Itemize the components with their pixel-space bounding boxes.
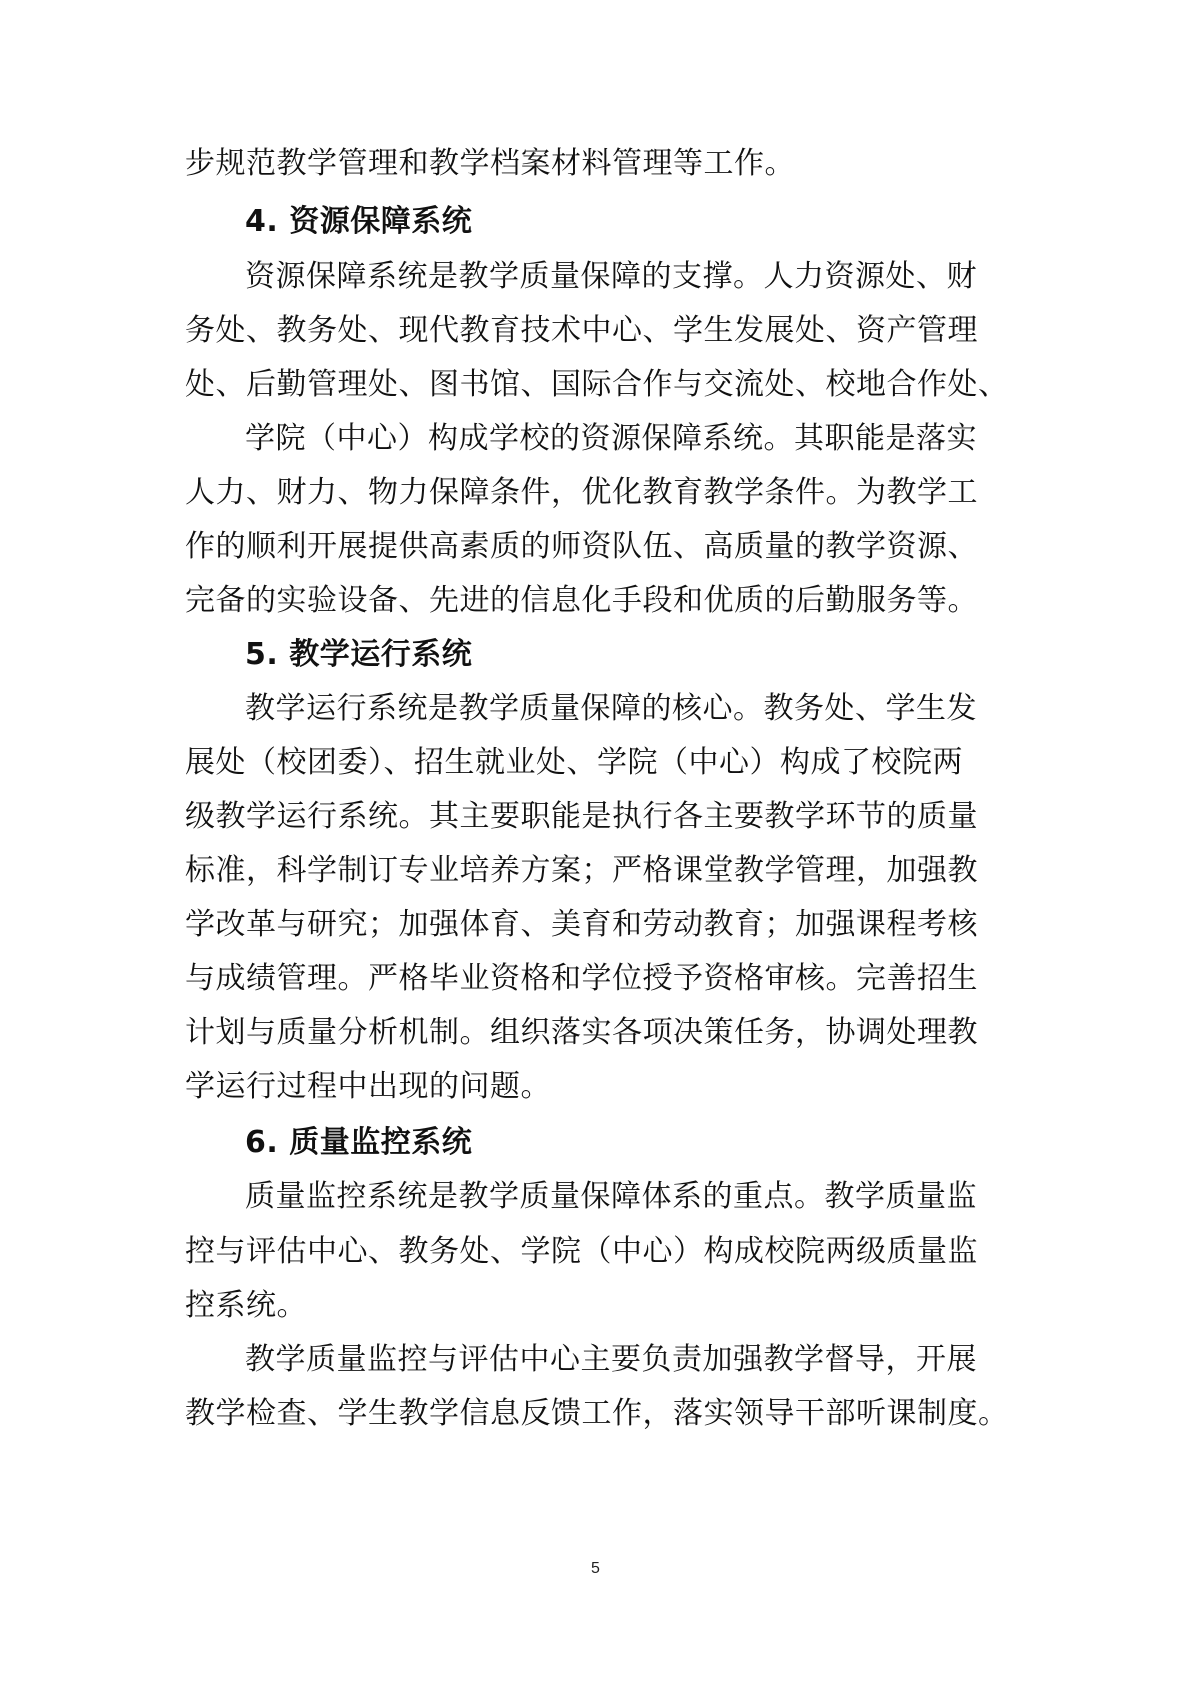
paragraph-line: 教学检查、学生教学信息反馈工作，落实领导干部听课制度。 <box>185 1396 1009 1431</box>
section-heading-teaching-operation-system: 5. 教学运行系统 <box>245 637 473 672</box>
page-number: 5 <box>591 1560 600 1577</box>
paragraph-line: 级教学运行系统。其主要职能是执行各主要教学环节的质量 <box>185 799 978 834</box>
paragraph-line: 教学质量监控与评估中心主要负责加强教学督导，开展 <box>245 1342 977 1377</box>
section-heading-quality-monitoring-system: 6. 质量监控系统 <box>245 1125 473 1160</box>
paragraph-line: 学院（中心）构成学校的资源保障系统。其职能是落实 <box>245 421 977 456</box>
paragraph-line: 与成绩管理。严格毕业资格和学位授予资格审核。完善招生 <box>185 961 978 996</box>
paragraph-line: 作的顺利开展提供高素质的师资队伍、高质量的教学资源、 <box>185 529 978 564</box>
paragraph-line: 教学运行系统是教学质量保障的核心。教务处、学生发 <box>245 691 977 726</box>
paragraph-line: 控系统。 <box>185 1288 307 1323</box>
paragraph-line: 学运行过程中出现的问题。 <box>185 1069 551 1104</box>
paragraph-line: 务处、教务处、现代教育技术中心、学生发展处、资产管理 <box>185 313 978 348</box>
paragraph-line: 展处（校团委）、招生就业处、学院（中心）构成了校院两 <box>185 745 963 780</box>
paragraph-line: 计划与质量分析机制。组织落实各项决策任务，协调处理教 <box>185 1015 978 1050</box>
paragraph-line: 质量监控系统是教学质量保障体系的重点。教学质量监 <box>245 1179 977 1214</box>
paragraph-line: 处、后勤管理处、图书馆、国际合作与交流处、校地合作处、 <box>185 367 1009 402</box>
paragraph-line: 完备的实验设备、先进的信息化手段和优质的后勤服务等。 <box>185 583 978 618</box>
paragraph-line: 步规范教学管理和教学档案材料管理等工作。 <box>185 146 795 181</box>
paragraph-line: 学改革与研究；加强体育、美育和劳动教育；加强课程考核 <box>185 907 978 942</box>
paragraph-line: 标准，科学制订专业培养方案；严格课堂教学管理，加强教 <box>185 853 978 888</box>
paragraph-line: 人力、财力、物力保障条件，优化教育教学条件。为教学工 <box>185 475 978 510</box>
paragraph-line: 控与评估中心、教务处、学院（中心）构成校院两级质量监 <box>185 1234 978 1269</box>
section-heading-resource-system: 4. 资源保障系统 <box>245 204 473 239</box>
paragraph-line: 资源保障系统是教学质量保障的支撑。人力资源处、财 <box>245 259 977 294</box>
